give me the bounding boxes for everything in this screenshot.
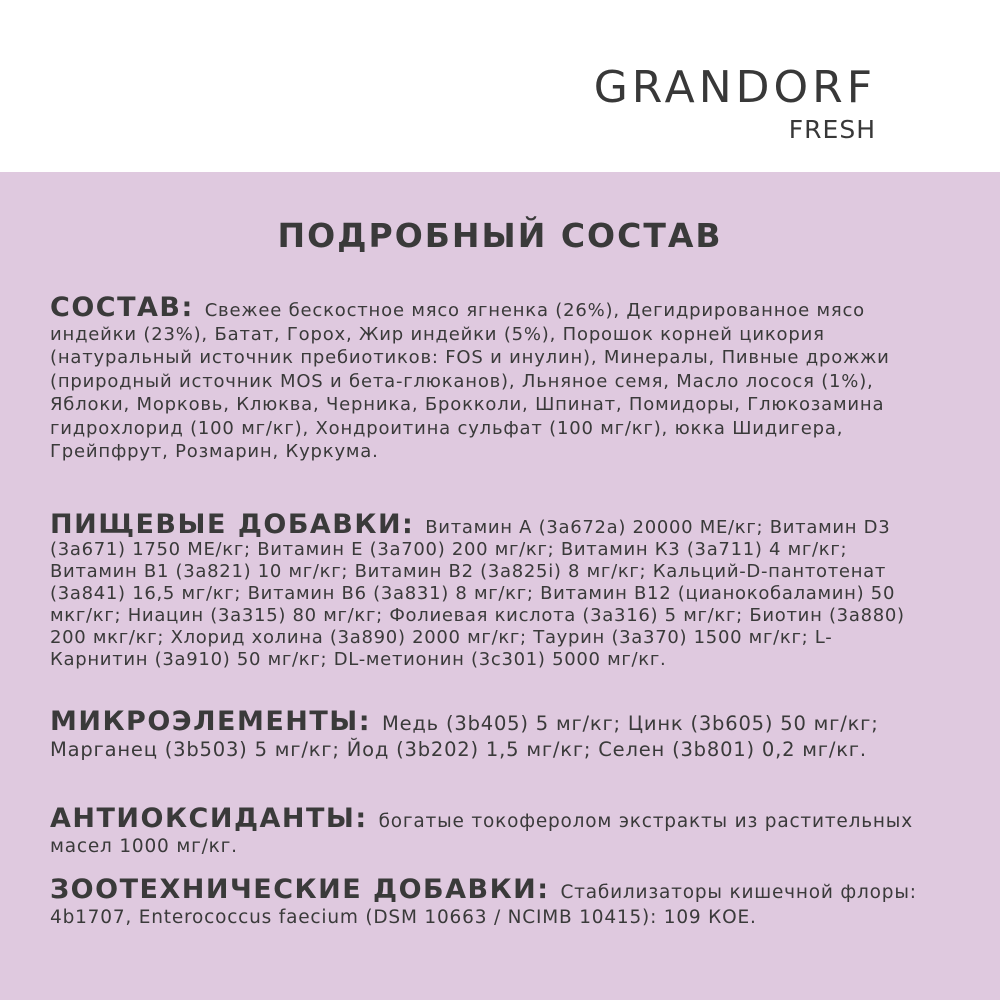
section-heading: АНТИОКСИДАНТЫ: bbox=[50, 803, 379, 834]
header bbox=[0, 0, 1000, 172]
section-antioxidants bbox=[50, 803, 930, 859]
section-heading: ЗООТЕХНИЧЕСКИЕ ДОБАВКИ: bbox=[50, 874, 561, 905]
section-text: Витамин А (3а672а) 20000 МЕ/кг; Витамин D3 (3а671) 1750 МЕ/кг; Витамин Е (3а700) 200 мг/кг; Витамин К3 (3а711) 4 мг/кг; Витамин В1 (3а821) 10 мг/кг; Витамин В2 (3а825i) 8 мг/кг; Кальций-D-пантотенат (3а841) 16,5 мг/кг; Витамин В6 (3а831) 8 мг/кг; Витамин В12 (цианокобаламин) 50 мкг/кг; Ниацин (3а315) 80 мг/кг; Фолиевая кислота (3а316) 5 мг/кг; Биотин (3а880) 200 мкг/кг; Хлорид холина (3а890) 2000 мг/кг; Таурин (3а370) 1500 мг/кг; L-Карнитин (3а910) 50 мг/кг; DL-метионин (3с301) 5000 мг/кг. bbox=[50, 517, 905, 670]
section-text: Медь (3b405) 5 мг/кг; Цинк (3b605) 50 мг/кг; Марганец (3b503) 5 мг/кг; Йод (3b202) 1,5 мг/кг; Селен (3b801) 0,2 мг/кг. bbox=[50, 712, 879, 761]
section-text: Стабилизаторы кишечной флоры: 4b1707, Enterococcus faecium (DSM 10663 / NCIMB 10415): 109 КОЕ. bbox=[50, 882, 917, 928]
section-heading: СОСТАВ: bbox=[50, 292, 205, 323]
brand-name: GRANDORF bbox=[593, 62, 876, 113]
section-composition bbox=[50, 292, 930, 464]
brand-subtitle: FRESH bbox=[788, 115, 876, 144]
page-title: ПОДРОБНЫЙ СОСТАВ bbox=[277, 216, 723, 255]
section-heading: ПИЩЕВЫЕ ДОБАВКИ: bbox=[50, 509, 426, 540]
brand-logo bbox=[594, 60, 876, 144]
section-food-additives bbox=[50, 509, 930, 671]
section-microelements bbox=[50, 706, 930, 763]
composition-panel bbox=[0, 172, 1000, 1000]
section-zootechnical-additives bbox=[50, 874, 930, 930]
section-heading: МИКРОЭЛЕМЕНТЫ: bbox=[50, 706, 382, 737]
section-text: Свежее бескостное мясо ягненка (26%), Дегидрированное мясо индейки (23%), Батат, Горох, Жир индейки (5%), Порошок корней цикория (натуральный источник пребиотиков: FOS и инулин), Минералы, Пивные дрожжи (природный источник MOS и бета-глюканов), Льняное семя, Масло лосося (1%), Яблоки, Морковь, Клюква, Черника, Брокколи, Шпинат, Помидоры, Глюкозамина гидрохлорид (100 мг/кг), Хондроитина сульфат (100 мг/кг), юкка Шидигера, Грейпфрут, Розмарин, Куркума. bbox=[50, 300, 890, 462]
section-text: богатые токоферолом экстракты из растительных масел 1000 мг/кг. bbox=[50, 811, 913, 857]
